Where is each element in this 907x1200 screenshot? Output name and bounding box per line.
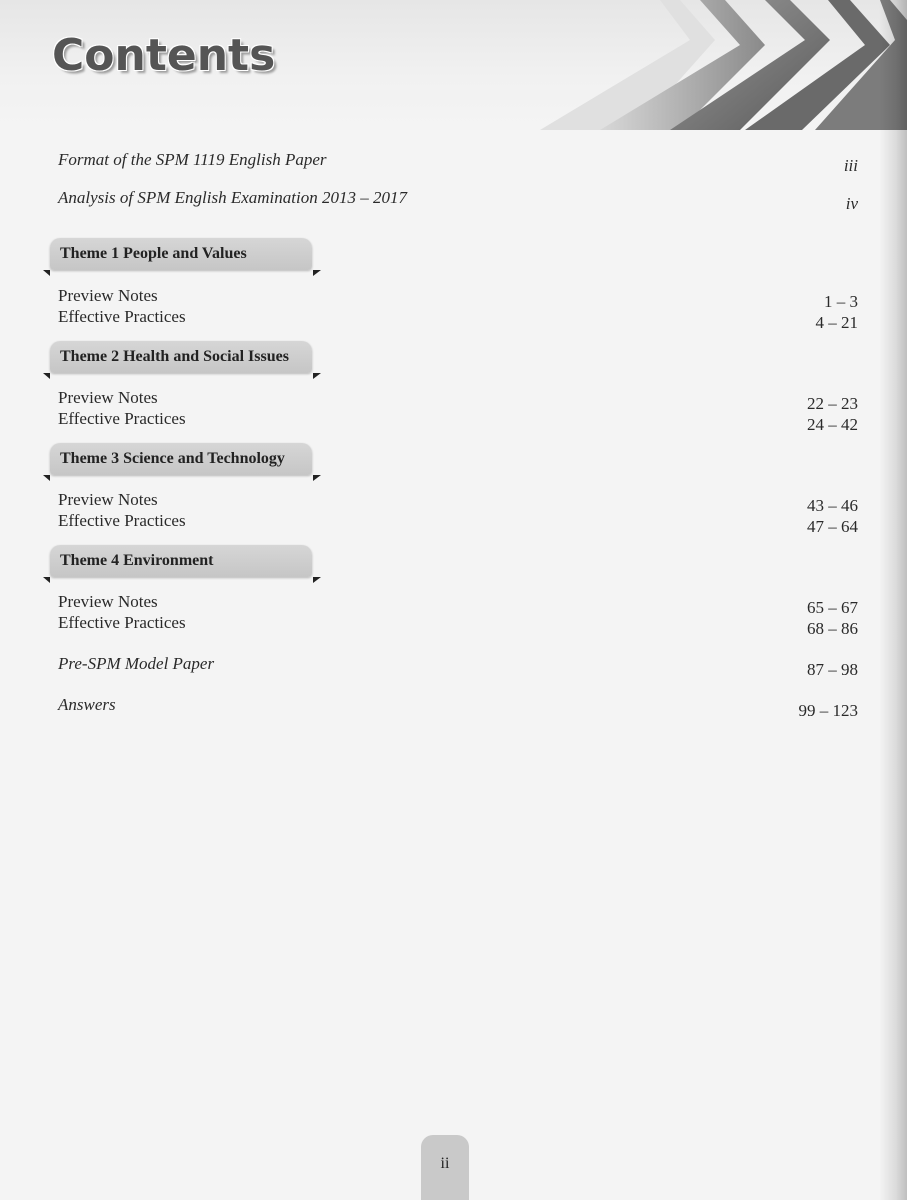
toc-entry-page: 43 – 46 bbox=[807, 496, 858, 515]
toc-entry-label: Preview Notes bbox=[58, 592, 158, 611]
theme-title: Theme 2 Health and Social Issues bbox=[60, 348, 289, 365]
toc-entry-analysis[interactable] bbox=[58, 188, 858, 212]
theme-3-header[interactable] bbox=[50, 443, 312, 475]
toc-entry-theme1-practices[interactable] bbox=[58, 307, 858, 331]
theme-title: Theme 3 Science and Technology bbox=[60, 450, 285, 467]
toc-entry-theme3-practices[interactable] bbox=[58, 511, 858, 535]
chevron-decoration-icon bbox=[540, 0, 907, 130]
toc-entry-page: 47 – 64 bbox=[807, 517, 858, 536]
tab-corner-icon bbox=[43, 475, 50, 481]
tab-corner-icon bbox=[313, 373, 321, 379]
toc-entry-label: Answers bbox=[58, 695, 116, 714]
tab-corner-icon bbox=[313, 475, 321, 481]
tab-corner-icon bbox=[313, 270, 321, 276]
toc-entry-label: Pre-SPM Model Paper bbox=[58, 654, 215, 673]
toc-entry-page: 68 – 86 bbox=[807, 619, 858, 638]
toc-entry-theme2-practices[interactable] bbox=[58, 409, 858, 433]
page-edge-shadow bbox=[879, 0, 907, 1200]
tab-corner-icon bbox=[43, 373, 50, 379]
toc-entry-answers[interactable] bbox=[58, 695, 858, 719]
tab-corner-icon bbox=[313, 577, 321, 583]
theme-title: Theme 4 Environment bbox=[60, 552, 214, 569]
toc-entry-page: 4 – 21 bbox=[815, 313, 858, 332]
theme-2-header[interactable] bbox=[50, 341, 312, 373]
toc-entry-page: 87 – 98 bbox=[807, 660, 858, 679]
toc-entry-label: Preview Notes bbox=[58, 490, 158, 509]
toc-entry-page: 1 – 3 bbox=[824, 292, 858, 311]
toc-entry-label: Preview Notes bbox=[58, 286, 158, 305]
toc-entry-theme4-practices[interactable] bbox=[58, 613, 858, 637]
theme-1-header[interactable] bbox=[50, 238, 312, 270]
toc-entry-label: Effective Practices bbox=[58, 307, 186, 326]
toc-entry-page: iii bbox=[843, 156, 858, 175]
toc-entry-label: Analysis of SPM English Examination 2013 – 2017 bbox=[58, 188, 407, 207]
toc-entry-label: Effective Practices bbox=[58, 613, 186, 632]
toc-entry-page: 99 – 123 bbox=[798, 701, 858, 720]
tab-corner-icon bbox=[43, 577, 50, 583]
page-title: Contents bbox=[52, 30, 276, 81]
theme-4-header[interactable] bbox=[50, 545, 312, 577]
page-number: ii bbox=[440, 1155, 450, 1172]
page-number-tab bbox=[421, 1135, 469, 1200]
toc-entry-page: iv bbox=[845, 194, 858, 213]
toc-entry-label: Effective Practices bbox=[58, 511, 186, 530]
toc-entry-page: 65 – 67 bbox=[807, 598, 858, 617]
toc-entry-format[interactable] bbox=[58, 150, 858, 174]
tab-corner-icon bbox=[43, 270, 50, 276]
toc-entry-label: Preview Notes bbox=[58, 388, 158, 407]
toc-entry-label: Effective Practices bbox=[58, 409, 186, 428]
toc-entry-label: Format of the SPM 1119 English Paper bbox=[58, 150, 327, 169]
toc-entry-page: 24 – 42 bbox=[807, 415, 858, 434]
theme-title: Theme 1 People and Values bbox=[60, 245, 247, 262]
toc-entry-model-paper[interactable] bbox=[58, 654, 858, 678]
toc-entry-page: 22 – 23 bbox=[807, 394, 858, 413]
